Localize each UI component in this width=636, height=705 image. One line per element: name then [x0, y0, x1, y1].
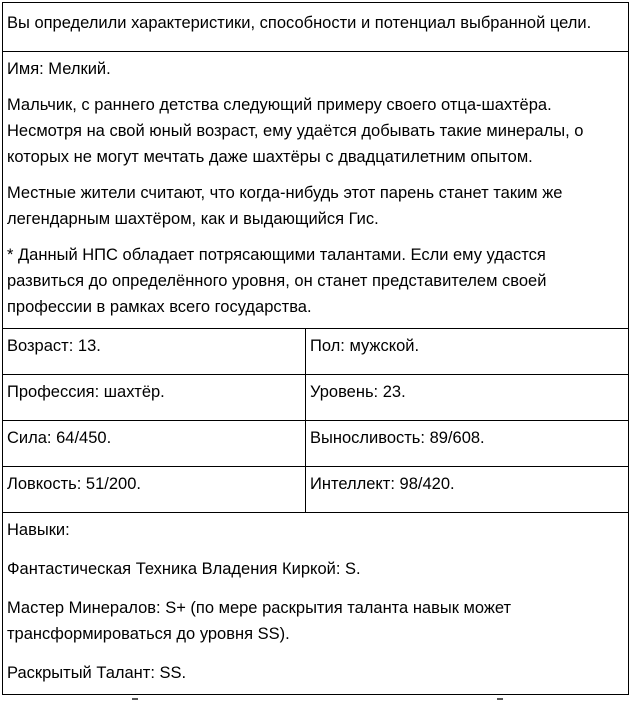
profession-stat: Профессия: шахтёр.	[3, 375, 306, 421]
agility-stat: Ловкость: 51/200.	[3, 467, 306, 513]
skills-section	[3, 513, 629, 695]
npc-talent-note: * Данный НПС обладает потрясающими талантами. Если ему удастся развиться до определённого уровня, он станет представителем своей профессии в рамках всего государства.	[7, 246, 547, 316]
character-description	[3, 52, 629, 329]
description-row	[3, 52, 629, 329]
stat-row	[3, 375, 629, 421]
description-paragraph: Мальчик, с раннего детства следующий примеру своего отца-шахтёра. Несмотря на свой юный возраст, ему удаётся добывать такие минералы, о которых не могут мечтать даже шахтёры с двадцатилетним опытом.	[7, 96, 584, 166]
skill-item: Раскрытый Талант: SS.	[7, 664, 187, 682]
intellect-stat: Интеллект: 98/420.	[306, 467, 629, 513]
age-stat: Возраст: 13.	[3, 329, 306, 375]
text-fragment	[132, 698, 138, 700]
skills-row	[3, 513, 629, 695]
endurance-stat: Выносливость: 89/608.	[306, 421, 629, 467]
text-fragment	[497, 698, 503, 700]
stat-row	[3, 467, 629, 513]
description-paragraph: Местные жители считают, что когда-нибудь этот парень станет таким же легендарным шахтёром, как и выдающийся Гис.	[7, 184, 563, 228]
status-table	[2, 2, 629, 695]
strength-stat: Сила: 64/450.	[3, 421, 306, 467]
skill-item: Мастер Минералов: S+ (по мере раскрытия таланта навык может трансформироваться до уровня SS).	[7, 599, 512, 643]
identify-message: Вы определили характеристики, способности и потенциал выбранной цели.	[3, 3, 629, 52]
gender-stat: Пол: мужской.	[306, 329, 629, 375]
skills-heading: Навыки:	[7, 521, 70, 539]
skill-item: Фантастическая Техника Владения Киркой: S.	[7, 560, 361, 578]
level-stat: Уровень: 23.	[306, 375, 629, 421]
stat-row	[3, 421, 629, 467]
stat-row	[3, 329, 629, 375]
header-row	[3, 3, 629, 52]
cropped-next-line	[0, 698, 636, 705]
character-name: Имя: Мелкий.	[7, 60, 111, 78]
